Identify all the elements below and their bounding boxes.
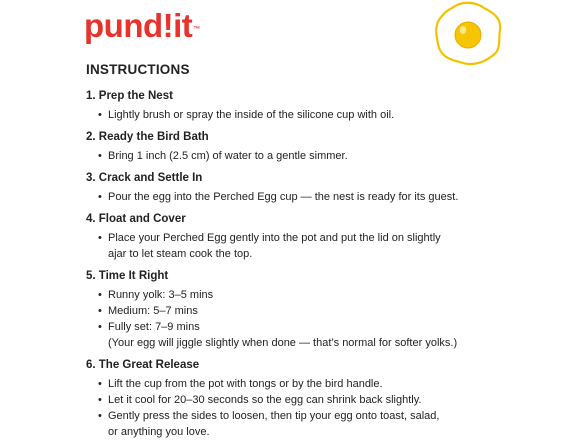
step-bullets <box>86 189 566 205</box>
step-2 <box>86 129 566 164</box>
step-bullet: • Medium: 5–7 mins <box>98 303 566 319</box>
step-title: 6. The Great Release <box>86 359 200 371</box>
step-bullet: • Lift the cup from the pot with tongs or by the bird handle. <box>98 376 566 392</box>
steps-list <box>86 88 566 446</box>
step-bullet: • Lightly brush or spray the inside of the silicone cup with oil. <box>98 107 566 123</box>
step-title: 3. Crack and Settle In <box>86 172 203 184</box>
step-bullet: or anything you love. <box>108 426 210 438</box>
step-bullets <box>86 376 566 440</box>
step-bullets <box>86 287 566 351</box>
step-title: 1. Prep the Nest <box>86 90 173 102</box>
step-6 <box>86 357 566 440</box>
fried-egg-icon <box>432 0 504 68</box>
step-bullet: • Fully set: 7–9 mins <box>98 319 566 335</box>
step-bullet: ajar to let steam cook the top. <box>108 248 253 260</box>
step-bullets <box>86 148 566 164</box>
step-title: 4. Float and Cover <box>86 213 186 225</box>
brand-name: pund!it <box>84 7 193 44</box>
step-4 <box>86 211 566 262</box>
trademark: ™ <box>193 26 200 33</box>
step-bullet: (Your egg will jiggle slightly when done — that’s normal for softer yolks.) <box>108 337 458 349</box>
step-title: 2. Ready the Bird Bath <box>86 131 209 143</box>
step-bullet: • Pour the egg into the Perched Egg cup — the nest is ready for its guest. <box>98 189 566 205</box>
brand-logo <box>84 8 200 44</box>
step-bullets <box>86 230 566 262</box>
step-3 <box>86 170 566 205</box>
step-bullet: • Let it cool for 20–30 seconds so the egg can shrink back slightly. <box>98 392 566 408</box>
step-bullet: • Place your Perched Egg gently into the pot and put the lid on slightly <box>98 230 566 246</box>
step-5 <box>86 268 566 351</box>
step-bullet: • Bring 1 inch (2.5 cm) of water to a gentle simmer. <box>98 148 566 164</box>
step-bullets <box>86 107 566 123</box>
step-bullet: • Gently press the sides to loosen, then tip your egg onto toast, salad, <box>98 408 566 424</box>
step-title: 5. Time It Right <box>86 270 169 282</box>
step-1 <box>86 88 566 123</box>
step-bullet: • Runny yolk: 3–5 mins <box>98 287 566 303</box>
instructions-heading: INSTRUCTIONS <box>86 62 190 77</box>
